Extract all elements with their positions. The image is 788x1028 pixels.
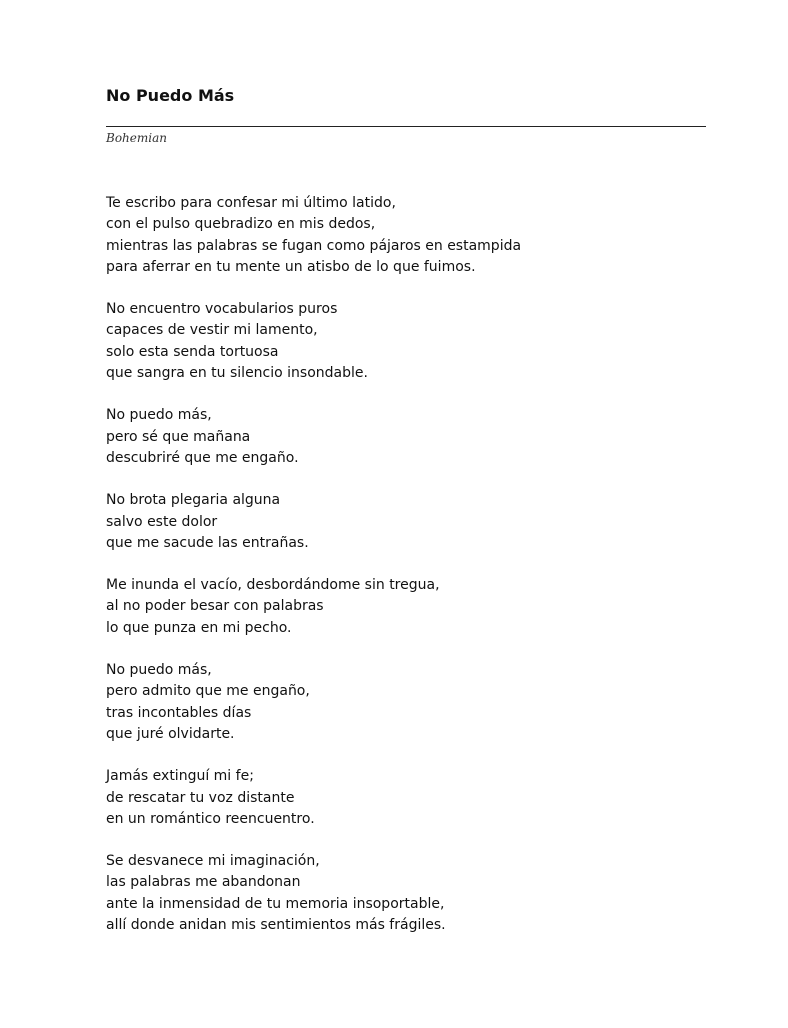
poem-stanza xyxy=(106,193,706,278)
poem-line: No puedo más, xyxy=(106,662,212,679)
poem-line: No puedo más, xyxy=(106,407,212,424)
title-divider xyxy=(106,126,706,127)
poem-line: Jamás extinguí mi fe; xyxy=(106,768,254,785)
poem-line: tras incontables días xyxy=(106,704,252,721)
poem-line: Me inunda el vacío, desbordándome sin tregua, xyxy=(106,577,440,594)
poem-stanza xyxy=(106,766,706,830)
poem-line: No encuentro vocabularios puros xyxy=(106,301,338,318)
poem-stanza xyxy=(106,660,706,745)
poem-line: pero admito que me engaño, xyxy=(106,683,310,700)
poem-line: descubriré que me engaño. xyxy=(106,449,299,466)
poem-line: que me sacude las entrañas. xyxy=(106,534,309,551)
poem-line: en un romántico reencuentro. xyxy=(106,810,315,827)
poem-line: que juré olvidarte. xyxy=(106,725,235,742)
poem-line: mientras las palabras se fugan como pájaros en estampida xyxy=(106,237,522,254)
poem-line: solo esta senda tortuosa xyxy=(106,343,279,360)
poem-line: lo que punza en mi pecho. xyxy=(106,619,292,636)
poem-line: de rescatar tu voz distante xyxy=(106,789,295,806)
poem-stanza xyxy=(106,490,706,554)
poem-line: que sangra en tu silencio insondable. xyxy=(106,365,368,382)
poem-line: para aferrar en tu mente un atisbo de lo que fuimos. xyxy=(106,258,476,275)
poem-line: las palabras me abandonan xyxy=(106,874,301,891)
poem-body xyxy=(106,193,706,957)
poem-stanza xyxy=(106,405,706,469)
poem-line: Te escribo para confesar mi último latido, xyxy=(106,195,396,211)
poem-line: allí donde anidan mis sentimientos más frágiles. xyxy=(106,917,446,934)
poem-line: con el pulso quebradizo en mis dedos, xyxy=(106,216,376,233)
poem-line: al no poder besar con palabras xyxy=(106,598,324,615)
poem-line: No brota plegaria alguna xyxy=(106,492,281,509)
poem-line: capaces de vestir mi lamento, xyxy=(106,322,318,339)
poem-stanza xyxy=(106,575,706,639)
poem-author: Bohemian xyxy=(106,131,167,145)
poem-line: ante la inmensidad de tu memoria insoportable, xyxy=(106,895,445,912)
poem-stanza xyxy=(106,299,706,384)
poem-line: pero sé que mañana xyxy=(106,428,251,445)
poem-line: Se desvanece mi imaginación, xyxy=(106,853,320,870)
poem-line: salvo este dolor xyxy=(106,513,218,530)
poem-stanza xyxy=(106,851,706,936)
poem-title: No Puedo Más xyxy=(106,86,235,105)
